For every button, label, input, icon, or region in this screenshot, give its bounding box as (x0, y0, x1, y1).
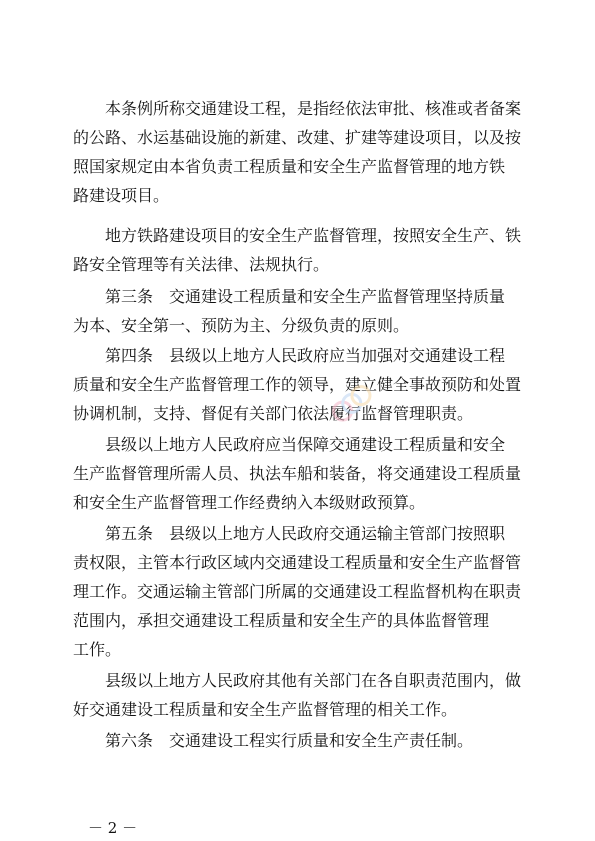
text-line: 本条例所称交通建设工程，是指经依法审批、核准或者备案 (105, 99, 522, 118)
text-line: 好交通建设工程质量和安全生产监督管理的相关工作。 (73, 700, 458, 719)
article-3-heading: 第三条 交通建设工程质量和安全生产监督管理坚持质量 (105, 287, 506, 306)
text-line: 地方铁路建设项目的安全生产监督管理，按照安全生产、铁 (105, 226, 522, 245)
text-line: 照国家规定由本省负责工程质量和安全生产监督管理的地方铁 (73, 157, 506, 176)
article-5-heading: 第五条 县级以上地方人民政府交通运输主管部门按照职 (105, 524, 506, 543)
text-line: 工作。 (73, 640, 122, 659)
text-line: 协调机制，支持、督促有关部门依法履行监督管理职责。 (73, 404, 474, 423)
text-line: 生产监督管理所需人员、执法车船和装备，将交通建设工程质量 (73, 464, 522, 483)
text-line: 县级以上地方人民政府其他有关部门在各自职责范围内，做 (105, 671, 522, 690)
text-line: 路建设项目。 (73, 186, 170, 205)
text-line: 和安全生产监督管理工作经费纳入本级财政预算。 (73, 493, 426, 512)
text-line: 路安全管理等有关法律、法规执行。 (73, 255, 330, 274)
text-line: 质量和安全生产监督管理工作的领导，建立健全事故预防和处置 (73, 375, 522, 394)
text-line: 县级以上地方人民政府应当保障交通建设工程质量和安全 (105, 435, 506, 454)
text-line: 的公路、水运基础设施的新建、改建、扩建等建设项目，以及按 (73, 128, 522, 147)
watermark-ring-icon (348, 383, 373, 408)
page-number: － 2 － (88, 819, 138, 837)
text-line: 为本、安全第一、预防为主、分级负责的原则。 (73, 316, 410, 335)
article-6-heading: 第六条 交通建设工程实行质量和安全生产责任制。 (105, 731, 474, 750)
article-4-heading: 第四条 县级以上地方人民政府应当加强对交通建设工程 (105, 346, 506, 365)
text-line: 理工作。交通运输主管部门所属的交通建设工程监督机构在职责 (73, 582, 522, 601)
text-line: 范围内，承担交通建设工程质量和安全生产的具体监督管理 (73, 611, 490, 630)
text-line: 责权限，主管本行政区域内交通建设工程质量和安全生产监督管 (73, 553, 522, 572)
